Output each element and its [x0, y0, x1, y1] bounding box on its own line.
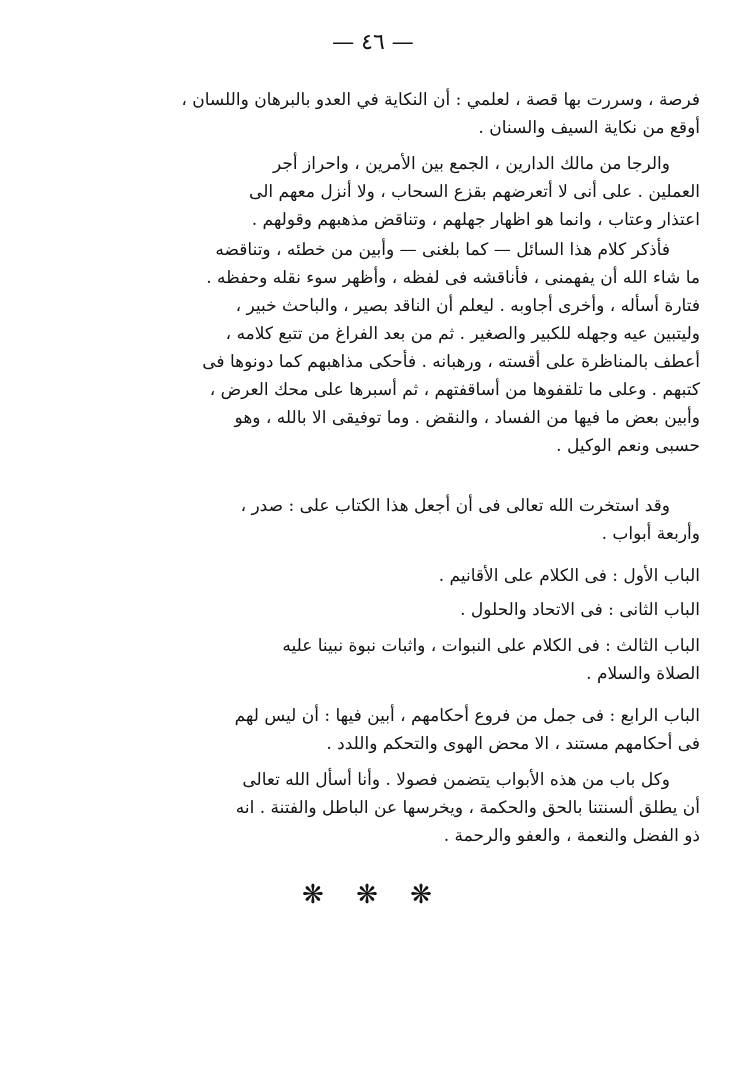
chapter-4	[100, 702, 700, 758]
text-line: والرجا من مالك الدارين ، الجمع بين الأمرين ، واحراز أجر	[273, 154, 670, 174]
text-line: كتبهم . وعلى ما تلقفوها من أساقفتهم ، ثم أسبرها على محك العرض ،	[209, 380, 700, 400]
text-line: اعتذار وعتاب ، وانما هو اظهار جهلهم ، وتناقض مذهبهم وقولهم .	[251, 210, 700, 230]
text-line: أوقع من نكاية السيف والسنان .	[478, 118, 700, 138]
text-line: الباب الثالث : فى الكلام على النبوات ، واثبات نبوة نبينا عليه	[282, 636, 700, 656]
text-line: حسبى ونعم الوكيل .	[556, 436, 700, 456]
text-line: ذو الفضل والنعمة ، والعفو والرحمة .	[443, 826, 700, 846]
page-number: — ٤٦ —	[332, 30, 414, 55]
chapter-2	[100, 596, 700, 624]
text-line: فى أحكامهم مستند ، الا محض الهوى والتحكم واللدد .	[326, 734, 700, 754]
text-line: وليتبين عيه وجهله للكبير والصغير . ثم من بعد الفراغ من تتبع كلامه ،	[225, 324, 700, 344]
ornament-stars: ❋ ❋ ❋	[302, 880, 444, 910]
text-line: أن يطلق ألسنتنا بالحق والحكمة ، ويخرسها عن الباطل والفتنة . انه	[235, 798, 700, 818]
paragraph-4	[100, 492, 700, 548]
text-line: وقد استخرت الله تعالى فى أن أجعل هذا الكتاب على : صدر ،	[240, 496, 670, 516]
text-line: فرصة ، وسررت بها قصة ، لعلمي : أن النكاية في العدو بالبرهان واللسان ،	[181, 90, 700, 110]
paragraph-closing	[100, 766, 700, 850]
text-line: أعطف بالمناظرة على أقسته ، ورهبانه . فأحكى مذاهبهم كما دونوها فى	[202, 352, 700, 372]
text-line: وأربعة أبواب .	[601, 524, 700, 544]
text-line: العملين . على أنى لا أتعرضهم بقزع السحاب ، ولا أنزل معهم الى	[249, 182, 700, 202]
paragraph-1	[100, 86, 700, 142]
text-line: الصلاة والسلام .	[586, 664, 700, 684]
chapter-3	[100, 632, 700, 688]
text-line: فتارة أسأله ، وأخرى أجاوبه . ليعلم أن الناقد بصير ، والباحث خبير ،	[235, 296, 700, 316]
text-line: الباب الأول : فى الكلام على الأقانيم .	[438, 566, 700, 586]
text-line: فأذكر كلام هذا السائل — كما بلغنى — وأبين من خطئه ، وتناقضه	[215, 240, 670, 260]
text-line: وكل باب من هذه الأبواب يتضمن فصولا . وأنا أسأل الله تعالى	[242, 770, 670, 790]
text-line: الباب الرابع : فى جمل من فروع أحكامهم ، أبين فيها : أن ليس لهم	[234, 706, 700, 726]
paragraph-2	[100, 150, 700, 234]
text-line: الباب الثانى : فى الاتحاد والحلول .	[460, 600, 700, 620]
text-line: وأبين بعض ما فيها من الفساد ، والنقض . وما توفيقى الا بالله ، وهو	[234, 408, 700, 428]
text-line: ما شاء الله أن يفهمنى ، فأناقشه فى لفظه ، وأظهر سوء نقله وحفظه .	[206, 268, 700, 288]
chapter-1	[100, 562, 700, 590]
paragraph-3	[100, 236, 700, 460]
